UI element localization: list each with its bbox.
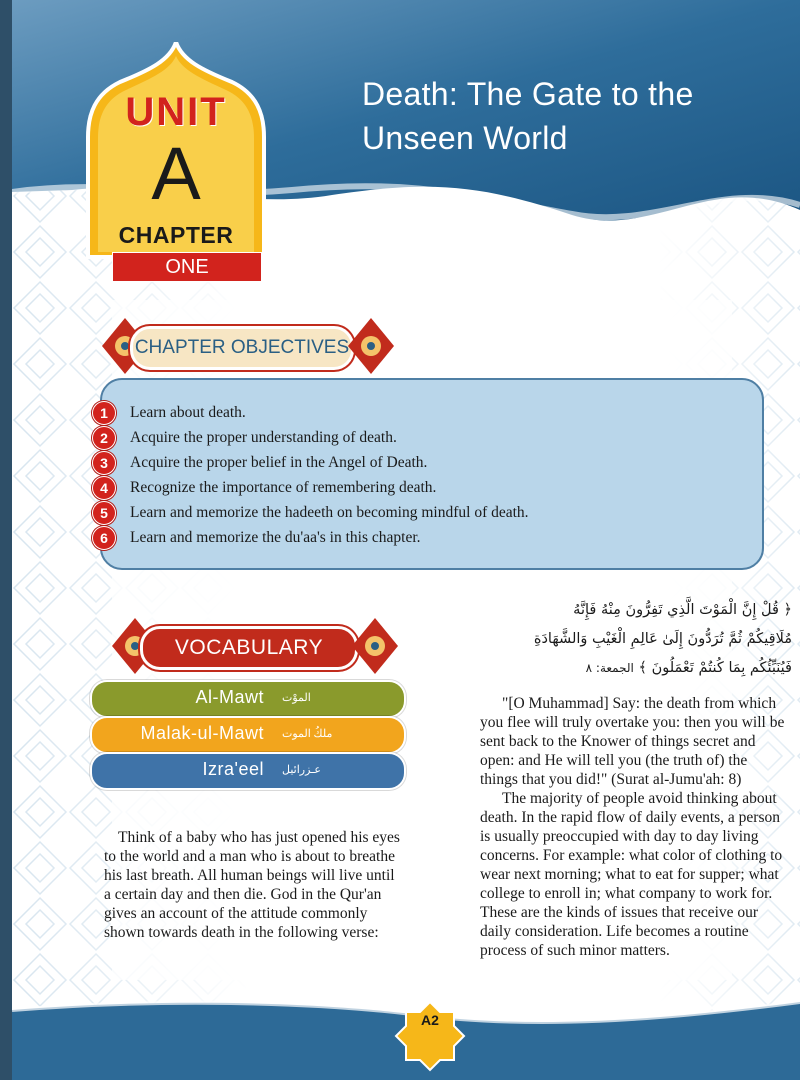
objective-item <box>92 400 732 425</box>
verse-line: مُلَاقِيكُمْ ثُمَّ تُرَدُّونَ إِلَىٰ عَالِمِ الْغَيْبِ وَالشَّهَادَةِ <box>533 631 792 647</box>
unit-letter: A <box>151 132 201 215</box>
chapter-number: ONE <box>112 252 262 282</box>
vocabulary-arabic: ملكُ الموت <box>282 728 333 740</box>
unit-badge <box>82 42 282 292</box>
right-column <box>480 694 786 960</box>
objective-item <box>92 525 732 550</box>
quran-verse <box>474 596 792 683</box>
scan-edge <box>0 0 12 1080</box>
number-badge: 1 <box>92 401 116 425</box>
page-title: Death: The Gate to the Unseen World <box>362 76 694 156</box>
number-badge: 6 <box>92 526 116 550</box>
body-paragraph: The majority of people avoid thinking about death. In the rapid flow of daily events, a person is usually preoccupied with day to day living concerns. For example: what color of clothing to wear next morning; what to eat for supper; what college to enroll in; what company to work for. These are the kinds of issues that receive our daily consideration. Life becomes a routine process of such minor matters. <box>480 790 783 959</box>
chapter-label: CHAPTER <box>118 222 234 248</box>
objectives-list <box>92 400 732 550</box>
vocabulary-item <box>90 752 406 790</box>
objective-item <box>92 450 732 475</box>
objective-text: Learn and memorize the hadeeth on becoming mindful of death. <box>130 503 529 521</box>
vocabulary-term: Malak-ul-Mawt <box>140 723 264 743</box>
objective-text: Learn about death. <box>130 403 246 421</box>
number-badge: 3 <box>92 451 116 475</box>
objective-text: Learn and memorize the du'aa's in this chapter. <box>130 528 421 546</box>
vocabulary-arabic: الموْت <box>282 692 311 704</box>
right-ornament-icon <box>346 316 396 376</box>
vocabulary-term: Al-Mawt <box>195 687 264 707</box>
verse-reference: الجمعة: ٨ <box>585 661 634 675</box>
objective-item <box>92 425 732 450</box>
verse-line: فَيُنَبِّئُكُم بِمَا كُنتُمْ تَعْمَلُونَ ﴾ <box>638 660 792 676</box>
textbook-page <box>12 0 800 1080</box>
number-badge: 5 <box>92 501 116 525</box>
footer-band <box>12 980 800 1080</box>
objective-text: Acquire the proper belief in the Angel of Death. <box>130 453 428 471</box>
vocabulary-item <box>90 716 406 754</box>
unit-label: UNIT <box>125 90 227 134</box>
verse-translation: "[O Muhammad] Say: the death from which you flee will truly overtake you: then you will be sent back to the Knower of things secret and open: and He will tell you (the truth of) the things that you did!" (Surat al-Jumu'ah: 8) <box>480 695 785 788</box>
objectives-heading-text: CHAPTER OBJECTIVES <box>130 326 354 370</box>
objective-text: Acquire the proper understanding of death. <box>130 428 397 446</box>
vocabulary-heading-text: VOCABULARY <box>140 626 358 670</box>
vocabulary-heading <box>110 626 410 670</box>
right-ornament-icon <box>350 616 400 676</box>
objectives-heading <box>100 326 400 370</box>
vocabulary-item <box>90 680 406 718</box>
objective-item <box>92 475 732 500</box>
number-badge: 2 <box>92 426 116 450</box>
objective-text: Recognize the importance of remembering death. <box>130 478 437 496</box>
objective-item <box>92 500 732 525</box>
number-badge: 4 <box>92 476 116 500</box>
page-number: A2 <box>421 1012 439 1028</box>
verse-line: ﴿ قُلْ إِنَّ الْمَوْتَ الَّذِي تَفِرُّونَ مِنْهُ فَإِنَّهُ <box>573 602 792 618</box>
left-column <box>104 828 404 942</box>
intro-paragraph: Think of a baby who has just opened his eyes to the world and a man who is about to breathe his last breath. All human beings will live until a certain day and then die. God in the Qur'an gives an account of the attitude commonly shown towards death in the following verse: <box>104 829 400 941</box>
vocabulary-arabic: عـزرائيل <box>282 764 321 776</box>
vocabulary-term: Izra'eel <box>202 759 264 779</box>
